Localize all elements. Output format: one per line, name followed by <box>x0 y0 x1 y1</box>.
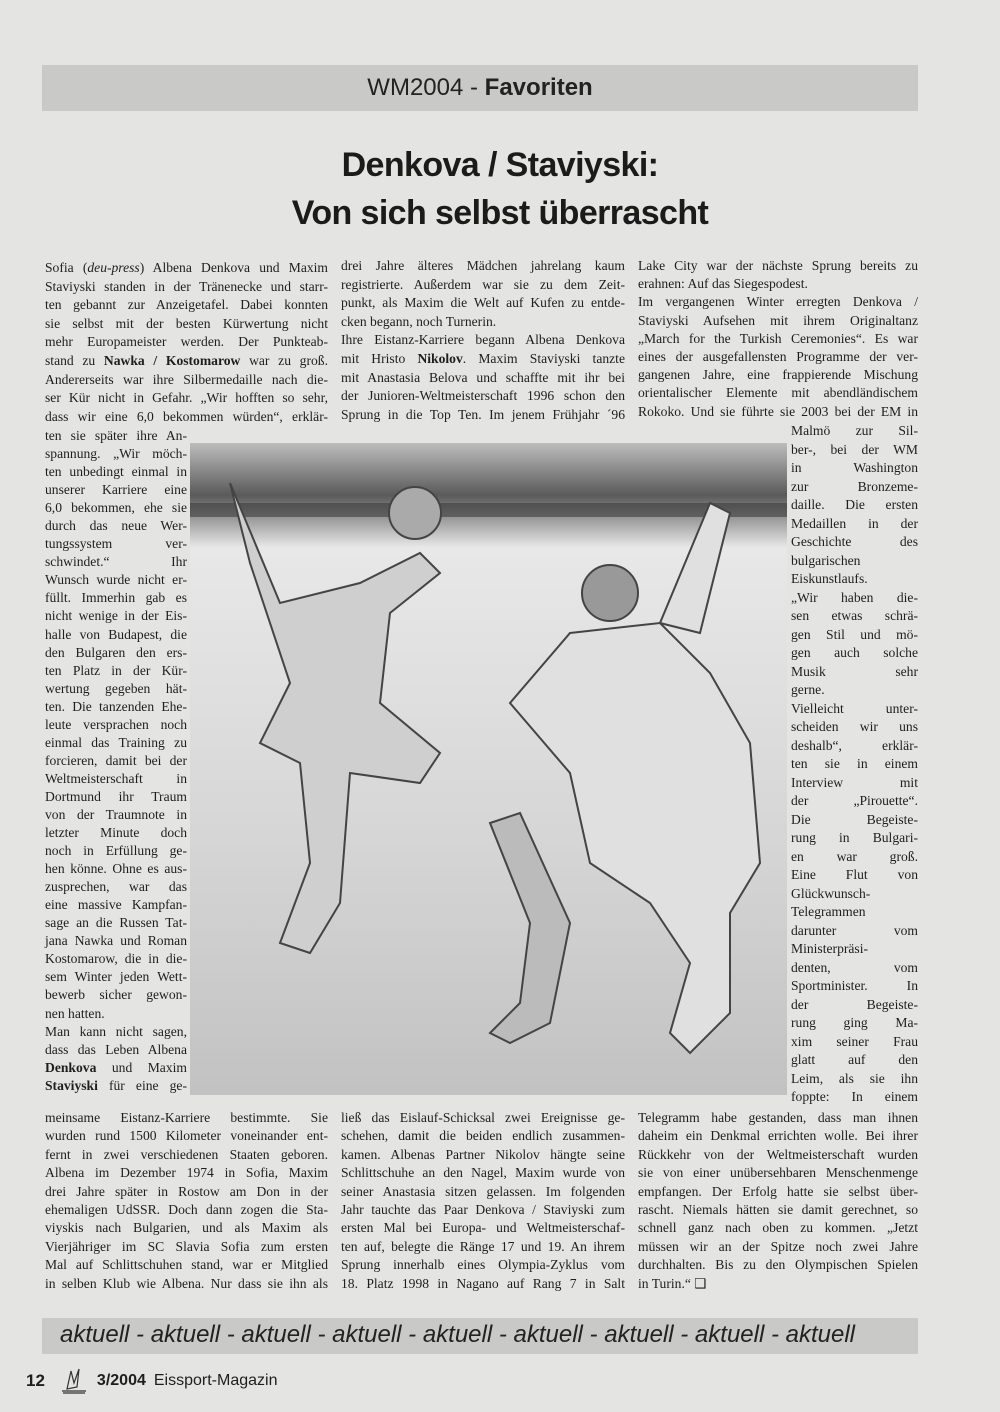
text-line: rung ging Ma- <box>791 1015 918 1030</box>
bottom-banner-text: aktuell - aktuell - aktuell - aktuell - aktuell - aktuell - aktuell - aktuell - aktuell <box>60 1321 855 1348</box>
text-line: sen etwas schrä- <box>791 608 918 623</box>
text-line: in Washington <box>791 460 918 475</box>
text-line: der Junioren-Weltmeisterschaft 1996 schon den <box>341 388 625 404</box>
text-line: daille. Die ersten <box>791 497 918 512</box>
text-line: spannung. „Wir möch- <box>45 446 187 462</box>
text-line: Musik sehr <box>791 663 918 679</box>
text-line: wertung gegeben hät- <box>45 680 187 696</box>
text-line: Eiskunstlaufs. <box>791 571 868 586</box>
text-line: Ihre Eistanz-Karriere begann Albena Denkova <box>341 332 625 348</box>
column3-narrow-text <box>791 422 918 1107</box>
text-line: von der Traumnote in <box>45 806 187 822</box>
skater-logo-icon <box>59 1367 89 1395</box>
text-line: erahnen: Auf das Siegespodest. <box>638 276 808 292</box>
text-line: darunter vom <box>791 922 918 938</box>
text-line: Malmö zur Sil- <box>791 423 918 438</box>
text-line: ber-, bei der WM <box>791 441 918 457</box>
text-line: rascht. Niemals hätten sie damit gerechnet, so <box>638 1201 918 1217</box>
text-line: denten, vom <box>791 959 918 975</box>
article-headline-line2: Von sich selbst überrascht <box>291 194 709 232</box>
text-line: Telegramm habe gestanden, dass man ihnen <box>638 1110 918 1125</box>
text-line: Sprung innerhalb eines Olympia-Zyklus vom <box>341 1257 625 1273</box>
text-line: hen könne. Ohne es aus- <box>45 861 187 877</box>
text-line: letzter Minute doch <box>45 825 187 841</box>
issue-number: 3/2004 <box>96 1372 146 1389</box>
text-line: wurden rund 1500 Kilometer voneinander ent- <box>45 1128 328 1144</box>
text-line: Sportminister. In <box>791 978 918 993</box>
text-line: „Wir haben die- <box>791 589 918 605</box>
text-line: Leim, als sie ihn <box>791 1070 918 1086</box>
text-line: zusprechen, war das <box>45 879 187 895</box>
text-line: Eine Flut von <box>791 867 918 882</box>
magazine-name: Eissport-Magazin <box>153 1372 278 1389</box>
bottom-banner-bar <box>42 1318 918 1354</box>
text-line: gen auch solche <box>791 645 918 660</box>
text-line: Glückwunsch- <box>791 885 871 901</box>
text-line: Albena im Dezember 1974 in Sofia, Maxim <box>45 1165 328 1181</box>
text-line: einmal das Training zu <box>45 734 187 750</box>
text-line: kamen. Albenas Partner Nikolov hängte seine <box>341 1146 625 1162</box>
article-headline-line1: Denkova / Staviyski: <box>341 146 659 184</box>
text-line: Im vergangenen Winter erregten Denkova / <box>638 294 918 310</box>
text-line: ersten Mal bei Europa- und Weltmeisterschaf- <box>341 1220 625 1236</box>
text-line: bulgarischen <box>791 552 861 568</box>
text-line: scheiden wir uns <box>791 719 918 734</box>
column2-bottom-text <box>341 1109 625 1293</box>
text-line: Sofia (deu-press) Albena Denkova und Maxim <box>45 260 328 275</box>
page-footer <box>26 1367 277 1395</box>
text-line: Staviyski für eine ge- <box>45 1077 187 1093</box>
text-line: dass das Leben Albena <box>45 1041 187 1057</box>
text-line: fernt in zwei verschiedenen Staaten geboren. <box>45 1146 328 1162</box>
text-line: eines der ausgefallensten Programme der ver- <box>638 348 918 364</box>
column2-top-text <box>341 257 625 424</box>
text-line: gangenen Jahre, eine frappierende Mischung <box>638 367 918 383</box>
column1-bottom-text <box>45 1109 328 1293</box>
text-line: nen hatten. <box>45 1005 105 1021</box>
text-line: sage an die Russen Tat- <box>45 915 187 931</box>
text-line: sie selbst mit der besten Kürwertung nicht <box>45 315 328 331</box>
text-line: ten sie später ihre An- <box>45 428 187 443</box>
text-line: Schlittschuhe an den Nagel, Maxim wurde von <box>341 1165 625 1181</box>
text-line: gen Stil und mö- <box>791 626 918 642</box>
text-line: drei Jahre älteres Mädchen jahrelang kaum <box>341 258 625 273</box>
section-category: Favoriten <box>484 74 593 101</box>
text-line: leute versprachen noch <box>45 716 187 732</box>
text-line: ehemaligen UdSSR. Doch dann zogen die Sta- <box>45 1201 328 1217</box>
text-line: gerne. <box>791 682 825 697</box>
section-separator: - <box>463 74 485 101</box>
text-line: schehen, damit die beiden endlich zusammen- <box>341 1128 625 1144</box>
column3-top-text <box>638 257 918 421</box>
column1-top-text <box>45 259 328 426</box>
text-line: ten Platz in der Kür- <box>45 662 187 678</box>
text-line: mehr Europameister werden. Der Punkteab- <box>45 334 328 350</box>
text-line: in Turin.“ ❑ <box>638 1275 707 1291</box>
text-line: orientalischer Elemente mit abendländischem <box>638 385 918 401</box>
section-header-bar <box>42 65 918 111</box>
text-line: Rokoko. Und sie führte sie 2003 bei der EM in <box>638 403 918 419</box>
text-line: durch das neue Wer- <box>45 518 187 534</box>
text-line: ten. Die tanzenden Ehe- <box>45 698 187 714</box>
page-number: 12 <box>26 1371 45 1390</box>
text-line: der „Pirouette“. <box>791 793 918 808</box>
text-line: zur Bronzeme- <box>791 478 918 494</box>
text-line: registrierte. Außerdem war sie zu dem Zeit- <box>341 276 625 292</box>
text-line: viyskis nach Bulgarien, und als Maxim als <box>45 1220 328 1236</box>
text-line: Medaillen in der <box>791 515 918 531</box>
text-line: schwindet.“ Ihr <box>45 554 187 570</box>
text-line: 18. Platz 1998 in Nagano auf Rang 7 in Salt <box>341 1275 625 1291</box>
text-line: Dortmund ihr Traum <box>45 788 187 804</box>
text-line: ten sie in einem <box>791 756 918 771</box>
text-line: Wunsch wurde nicht er- <box>45 572 187 588</box>
text-line: Weltmeisterschaft in <box>45 770 187 786</box>
text-line: drei Jahre später in Rostow am Don in der <box>45 1183 328 1199</box>
text-line: glatt auf den <box>791 1052 918 1067</box>
text-line: Ministerpräsi- <box>791 941 869 956</box>
text-line: Geschichte des <box>791 534 918 549</box>
text-line: eine massive Kampfan- <box>45 897 187 913</box>
section-event: WM2004 <box>367 74 464 101</box>
text-line: rung in Bulgari- <box>791 830 918 845</box>
text-line: nicht wenige in der Eis- <box>45 608 187 624</box>
text-line: Interview mit <box>791 774 918 790</box>
text-line: empfangen. Der Erfolg hatte sie selbst über- <box>638 1183 918 1199</box>
text-line: ten unbedingt einmal in <box>45 464 187 480</box>
text-line: daheim ein Denkmal errichten wolle. Bei ihrer <box>638 1128 918 1144</box>
text-line: meinsame Eistanz-Karriere bestimmte. Sie <box>45 1110 328 1125</box>
text-line: durchhalten. Bis zu den Olympischen Spielen <box>638 1257 918 1273</box>
text-line: 6,0 bekommen, ehe sie <box>45 500 187 516</box>
text-line: jana Nawka und Roman <box>45 933 187 949</box>
text-line: Jahr tauchte das Paar Denkova / Staviyski zum <box>341 1201 625 1217</box>
text-line: stand zu Nawka / Kostomarow war zu groß. <box>45 352 328 368</box>
column1-narrow-text <box>45 427 187 1095</box>
text-line: Mal auf Schlittschuhen stand, war er Mitglied <box>45 1257 328 1273</box>
ice-dance-photo <box>190 443 787 1095</box>
text-line: Staviyski Aufsehen mit ihrem Originaltanz <box>638 312 918 328</box>
text-line: seiner Anastasia sitzen gelassen. Im folgenden <box>341 1183 625 1199</box>
text-line: ten gebannt zur Anzeigetafel. Dabei konnten <box>45 297 328 313</box>
text-line: ser Kür nicht in Gefahr. „Wir hofften so sehr, <box>45 390 328 406</box>
text-line: Vierjähriger im SC Slavia Sofia zum ersten <box>45 1238 328 1254</box>
text-line: sie von einer unübersehbaren Menschenmenge <box>638 1165 918 1181</box>
text-line: mit Anastasia Belova und schaffte mit ihr bei <box>341 369 625 385</box>
text-line: müssen wir an der Spitze noch zwei Jahre <box>638 1238 918 1254</box>
text-line: foppte: In einem <box>791 1089 918 1104</box>
text-line: Andererseits war ihre Silbermedaille nach die- <box>45 371 328 387</box>
text-line: sem Winter jeden Wett- <box>45 969 187 985</box>
text-line: Telegrammen <box>791 904 866 919</box>
text-line: „March for the Turkish Ceremonies“. Es war <box>638 330 918 346</box>
text-line: Vielleicht unter- <box>791 700 918 716</box>
text-line: den Bulgaren den ers- <box>45 644 187 660</box>
text-line: Man kann nicht sagen, <box>45 1023 187 1039</box>
text-line: Rückkehr von der Weltmeisterschaft wurden <box>638 1146 918 1162</box>
text-line: unserer Karriere eine <box>45 482 187 498</box>
text-line: Die Begeiste- <box>791 811 918 827</box>
text-line: Lake City war der nächste Sprung bereits zu <box>638 258 918 273</box>
text-line: Staviyski standen in der Tränenecke und starr- <box>45 278 328 294</box>
text-line: füllt. Immerhin gab es <box>45 590 187 606</box>
text-line: xim seiner Frau <box>791 1033 918 1049</box>
column3-bottom-text <box>638 1109 918 1293</box>
text-line: der Begeiste- <box>791 996 918 1012</box>
text-line: bewerb sicher gewon- <box>45 987 187 1003</box>
text-line: punkt, als Maxim die Welt auf Kufen zu entde- <box>341 295 625 311</box>
text-line: Denkova und Maxim <box>45 1059 187 1075</box>
text-line: Kostomarow, die in die- <box>45 951 187 967</box>
text-line: cken begann, noch Turnerin. <box>341 313 497 329</box>
text-line: ließ das Eislauf-Schicksal zwei Ereignisse ge- <box>341 1110 625 1125</box>
text-line: in selben Klub wie Albena. Nur dass sie ihn als <box>45 1275 328 1291</box>
text-line: dass wir eine 6,0 bekommen würden“, erklär- <box>45 408 328 424</box>
text-line: en war groß. <box>791 848 918 864</box>
text-line: deshalb“, erklär- <box>791 737 918 753</box>
text-line: schnell ganz nach oben zu kommen. „Jetzt <box>638 1220 918 1236</box>
text-line: Sprung in die Top Ten. Im jenem Frühjahr ´96 <box>341 406 625 422</box>
text-line: forcieren, damit bei der <box>45 752 187 768</box>
text-line: tungssystem ver- <box>45 536 187 552</box>
text-line: noch in Erfüllung ge- <box>45 843 187 859</box>
text-line: halle von Budapest, die <box>45 626 187 642</box>
text-line: ten auf, belegte die Ränge 17 und 19. An ihrem <box>341 1238 625 1254</box>
text-line: mit Hristo Nikolov. Maxim Staviyski tanzte <box>341 350 625 366</box>
section-title <box>42 74 918 102</box>
